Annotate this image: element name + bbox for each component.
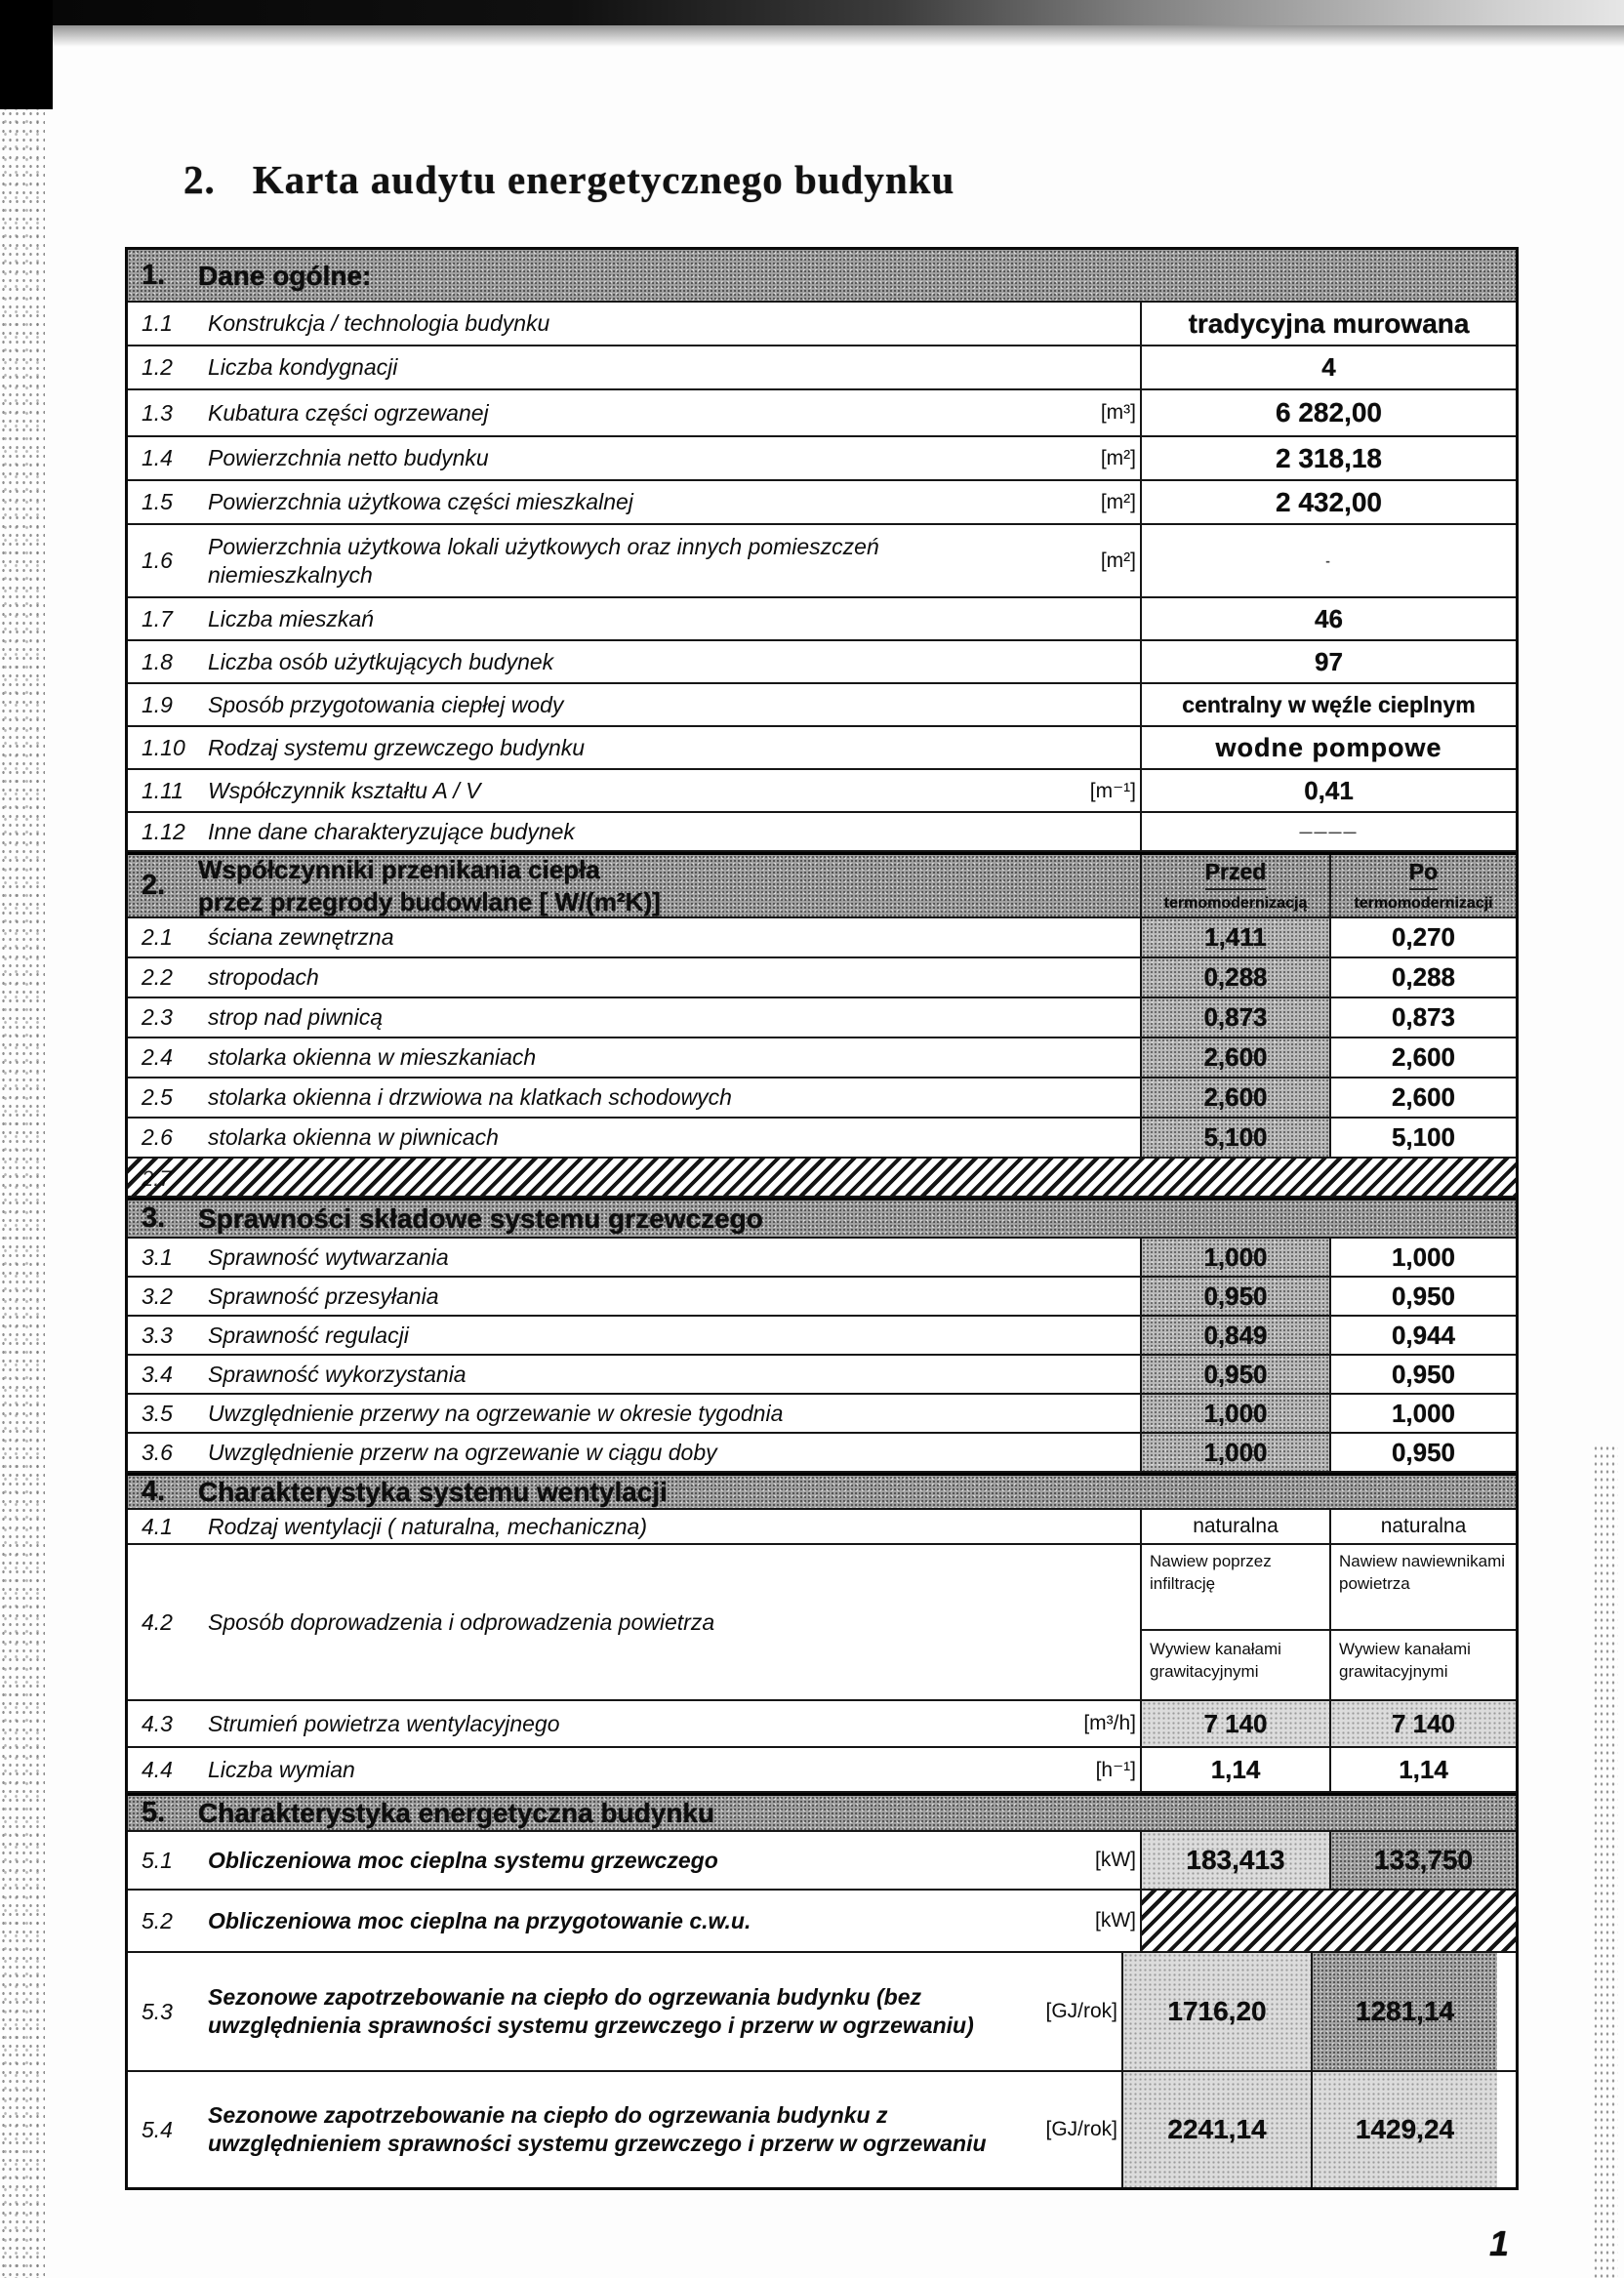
- row-value: tradycyjna murowana: [1188, 307, 1470, 339]
- row-number: 4.2: [142, 1608, 173, 1635]
- table-row: [128, 525, 1516, 598]
- row-label: Powierzchnia użytkowa lokali użytkowych oraz innych pomieszczeń niemieszkalnych: [208, 533, 879, 588]
- row-number: 2.4: [142, 1044, 173, 1070]
- table-row: [128, 303, 1516, 346]
- row-value: 2 318,18: [1276, 442, 1382, 473]
- value-przed: 0,288: [1142, 958, 1329, 997]
- row-number: 5.1: [142, 1847, 173, 1873]
- table-row: [128, 1356, 1516, 1395]
- value-przed: 1,000: [1142, 1395, 1329, 1432]
- value-po: 0,950: [1329, 1434, 1516, 1471]
- value-przed: 5,100: [1142, 1119, 1329, 1157]
- value-przed: 0,950: [1142, 1278, 1329, 1315]
- row-value: ————: [1299, 824, 1359, 839]
- row-number: 1.10: [142, 734, 185, 760]
- value-po: [1329, 1545, 1516, 1699]
- row-number: 1.2: [142, 354, 173, 380]
- row-label: Strumień powietrza wentylacyjnego: [208, 1710, 560, 1736]
- row-unit: [GJ/rok]: [1045, 2000, 1117, 2022]
- row-number: 3.5: [142, 1400, 173, 1426]
- row-number: 2.5: [142, 1084, 173, 1110]
- row-label: Sezonowe zapotrzebowanie na ciepło do ogrzewania budynku (bez uwzględnienia sprawności systemu grzewczego i przerw w ogrzewaniu): [208, 1984, 974, 2038]
- value-hatched: [1140, 1891, 1516, 1951]
- value-po: 5,100: [1329, 1119, 1516, 1157]
- section-number: 1.: [142, 259, 166, 291]
- row-label: Sprawność regulacji: [208, 1322, 409, 1348]
- value-po: 0,270: [1329, 918, 1516, 956]
- value-po: 1,000: [1329, 1239, 1516, 1276]
- value-po: 0,950: [1329, 1356, 1516, 1393]
- row-unit: [h⁻¹]: [1095, 1758, 1136, 1781]
- row-number: 1.8: [142, 648, 173, 674]
- row-label: Sposób przygotowania ciepłej wody: [208, 691, 564, 717]
- value-po: 7 140: [1329, 1701, 1516, 1746]
- row-label: Inne dane charakteryzujące budynek: [208, 818, 575, 844]
- row-unit: [1046, 303, 1140, 345]
- row-number: 2.2: [142, 964, 173, 990]
- row-number: 3.2: [142, 1282, 173, 1309]
- row-number: 1.3: [142, 399, 173, 426]
- row-unit: [m⁻¹]: [1089, 779, 1136, 802]
- value-przed: 2,600: [1142, 1038, 1329, 1077]
- row-unit: [GJ/rok]: [1045, 2118, 1117, 2140]
- value-przed: 2,600: [1142, 1078, 1329, 1117]
- row-unit: [1046, 641, 1140, 682]
- row-label: Sprawność przesyłania: [208, 1282, 439, 1309]
- row-value: 4: [1321, 352, 1336, 382]
- row-value: 97: [1315, 646, 1343, 676]
- value-po: 1429,24: [1311, 2072, 1497, 2187]
- value-przed: 1,000: [1142, 1434, 1329, 1471]
- row-label: Obliczeniowa moc cieplna systemu grzewczego: [208, 1847, 718, 1873]
- table-row-hatched: [128, 1159, 1516, 1198]
- section-2-header: [128, 852, 1516, 918]
- value-po: 133,750: [1329, 1832, 1516, 1889]
- row-label: stolarka okienna w piwnicach: [208, 1124, 499, 1151]
- table-row: [128, 813, 1516, 852]
- row-value: 6 282,00: [1276, 397, 1382, 427]
- row-value: 0,41: [1304, 775, 1354, 805]
- table-row: [128, 684, 1516, 727]
- page-title-text: Karta audytu energetycznego budynku: [252, 157, 955, 202]
- row-unit: [1046, 346, 1140, 388]
- value-po: 1,000: [1329, 1395, 1516, 1432]
- table-row: [128, 1317, 1516, 1356]
- table-row: [128, 998, 1516, 1038]
- section-title: Sprawności składowe systemu grzewczego: [198, 1203, 763, 1234]
- table-row: [128, 1078, 1516, 1119]
- row-label: Konstrukcja / technologia budynku: [208, 310, 550, 337]
- row-label: Rodzaj systemu grzewczego budynku: [208, 734, 586, 760]
- value-przed: [1142, 1545, 1329, 1699]
- row-unit: [kW]: [1095, 1909, 1136, 1932]
- row-number: 1.6: [142, 548, 173, 573]
- value-przed: naturalna: [1193, 1515, 1279, 1537]
- row-number: 2.3: [142, 1004, 173, 1030]
- row-label: Liczba mieszkań: [208, 605, 375, 631]
- section-number: 5.: [142, 1797, 166, 1828]
- col-przed-label: Przed: [1205, 855, 1267, 890]
- row-number: 1.11: [142, 777, 184, 803]
- scan-left-noise: [0, 39, 45, 2278]
- scan-edge-band: [0, 0, 1624, 25]
- value-po: naturalna: [1329, 1510, 1516, 1543]
- table-row: [128, 1748, 1516, 1793]
- row-unit: [m³]: [1100, 401, 1136, 424]
- value-przed-exhaust: Wywiew kanałami grawitacyjnymi: [1150, 1640, 1281, 1681]
- col-po-sublabel: termomodernizacji: [1354, 894, 1493, 912]
- table-row: [128, 1395, 1516, 1434]
- row-label: Rodzaj wentylacji ( naturalna, mechaniczna): [208, 1513, 647, 1539]
- row-label: stolarka okienna i drzwiowa na klatkach schodowych: [208, 1084, 732, 1111]
- table-row: [128, 1953, 1516, 2072]
- table-row: [128, 958, 1516, 998]
- row-number: 2.7: [142, 1166, 172, 1191]
- row-label: Powierzchnia netto budynku: [208, 445, 489, 471]
- row-label: strop nad piwnicą: [208, 1004, 383, 1031]
- value-przed: 1716,20: [1123, 1953, 1311, 2070]
- value-przed: 0,950: [1142, 1356, 1329, 1393]
- row-unit: [kW]: [1095, 1849, 1136, 1871]
- row-number: 5.2: [142, 1907, 173, 1933]
- table-row: [128, 390, 1516, 437]
- table-row: [128, 598, 1516, 641]
- scan-edge-fade: [0, 25, 1624, 47]
- energy-audit-table: [125, 247, 1519, 2190]
- row-number: 3.4: [142, 1361, 173, 1387]
- section-number: 3.: [142, 1202, 166, 1234]
- row-value: 2 432,00: [1276, 486, 1382, 517]
- value-przed: 1,411: [1142, 918, 1329, 956]
- section-title-line1: Współczynniki przenikania ciepła: [198, 855, 600, 884]
- row-label: Sprawność wykorzystania: [208, 1361, 467, 1387]
- table-row: [128, 2072, 1516, 2187]
- table-row: [128, 1891, 1516, 1953]
- table-row: [128, 1434, 1516, 1473]
- row-number: 1.5: [142, 489, 173, 514]
- row-number: 1.1: [142, 310, 173, 336]
- row-unit: [m²]: [1100, 549, 1136, 572]
- value-po-supply: Nawiew nawiewnikami powietrza: [1331, 1545, 1516, 1631]
- row-label: stropodach: [208, 964, 319, 991]
- value-po-exhaust: Wywiew kanałami grawitacyjnymi: [1339, 1640, 1471, 1681]
- section-number: 2.: [142, 870, 166, 901]
- value-przed: 1,14: [1210, 1754, 1261, 1784]
- row-label: ściana zewnętrzna: [208, 924, 394, 951]
- row-number: 3.1: [142, 1243, 173, 1270]
- value-po: 0,944: [1329, 1317, 1516, 1354]
- table-row: [128, 437, 1516, 481]
- row-label: stolarka okienna w mieszkaniach: [208, 1044, 537, 1071]
- value-przed: 0,849: [1142, 1317, 1329, 1354]
- row-label: Sprawność wytwarzania: [208, 1243, 449, 1270]
- row-label: Powierzchnia użytkowa części mieszkalnej: [208, 489, 633, 515]
- table-row: [128, 1545, 1516, 1701]
- value-po: 2,600: [1329, 1038, 1516, 1077]
- row-number: 3.6: [142, 1439, 173, 1465]
- row-number: 4.3: [142, 1710, 173, 1736]
- row-label: Uwzględnienie przerw na ogrzewanie w ciągu doby: [208, 1439, 717, 1465]
- row-number: 1.4: [142, 445, 173, 470]
- section-title: Charakterystyka energetyczna budynku: [198, 1798, 715, 1828]
- section-3-header: [128, 1198, 1516, 1239]
- row-number: 4.1: [142, 1513, 173, 1539]
- table-row: [128, 770, 1516, 813]
- value-po: 1,14: [1329, 1748, 1516, 1791]
- row-number: 2.1: [142, 924, 173, 950]
- table-row: [128, 346, 1516, 390]
- page-number: 1: [1489, 2223, 1510, 2263]
- value-przed: 1,000: [1142, 1239, 1329, 1276]
- section-title: Charakterystyka systemu wentylacji: [198, 1477, 668, 1507]
- value-przed: 7 140: [1142, 1701, 1329, 1746]
- row-value: 46: [1315, 603, 1343, 633]
- row-label: Liczba osób użytkujących budynek: [208, 648, 554, 674]
- row-label: Obliczeniowa moc cieplna na przygotowanie c.w.u.: [208, 1907, 751, 1933]
- row-unit: [1046, 598, 1140, 639]
- page-title-number: 2.: [183, 157, 216, 202]
- row-value: centralny w węźle cieplnym: [1182, 691, 1476, 717]
- table-row: [128, 1119, 1516, 1159]
- table-row: [128, 1278, 1516, 1317]
- table-row: [128, 1510, 1516, 1545]
- table-row: [128, 481, 1516, 525]
- value-po: 1281,14: [1311, 1953, 1497, 2070]
- row-number: 5.4: [142, 2116, 173, 2142]
- value-po: 0,873: [1329, 998, 1516, 1037]
- section-4-header: [128, 1473, 1516, 1510]
- col-po-label: Po: [1409, 855, 1438, 890]
- section-1-header: [128, 250, 1516, 303]
- row-unit: [1046, 813, 1140, 850]
- row-label: Liczba kondygnacji: [208, 354, 398, 381]
- row-unit: [m²]: [1100, 446, 1136, 469]
- section-5-header: [128, 1793, 1516, 1832]
- row-number: 4.4: [142, 1756, 173, 1782]
- row-unit: [m³/h]: [1083, 1712, 1136, 1734]
- value-przed: 2241,14: [1123, 2072, 1311, 2187]
- scan-right-noise: [1593, 1444, 1618, 2278]
- page-title: [183, 156, 954, 203]
- row-number: 1.7: [142, 605, 173, 631]
- value-po: 0,288: [1329, 958, 1516, 997]
- row-unit: [1046, 727, 1140, 768]
- row-label: Kubatura części ogrzewanej: [208, 399, 489, 426]
- table-row: [128, 1832, 1516, 1891]
- row-number: 2.6: [142, 1124, 173, 1150]
- row-label: Sposób doprowadzenia i odprowadzenia powietrza: [208, 1608, 715, 1635]
- row-number: 1.12: [142, 818, 185, 844]
- table-row: [128, 641, 1516, 684]
- value-przed: 183,413: [1142, 1832, 1329, 1889]
- row-unit: [m²]: [1100, 490, 1136, 513]
- section-title: Dane ogólne:: [198, 260, 372, 291]
- table-row: [128, 727, 1516, 770]
- table-row: [128, 918, 1516, 958]
- section-number: 4.: [142, 1476, 166, 1507]
- table-row: [128, 1701, 1516, 1748]
- section-title-line2: przez przegrody budowlane [ W/(m²K)]: [198, 886, 661, 916]
- row-value: wodne pompowe: [1215, 732, 1442, 762]
- value-przed-supply: Nawiew poprzez infiltrację: [1142, 1545, 1329, 1631]
- value-po: 0,950: [1329, 1278, 1516, 1315]
- row-unit: [1046, 684, 1140, 725]
- col-przed-sublabel: termomodernizacją: [1163, 894, 1308, 912]
- table-row: [128, 1038, 1516, 1078]
- row-value: -: [1325, 553, 1332, 568]
- value-po: 2,600: [1329, 1078, 1516, 1117]
- row-label: Sezonowe zapotrzebowanie na ciepło do ogrzewania budynku z uwzględnieniem sprawności systemu grzewczego i przerw w ogrzewaniu: [208, 2102, 987, 2156]
- column-headers: [1140, 855, 1516, 916]
- row-number: 5.3: [142, 1998, 173, 2024]
- row-label: Współczynnik kształtu A / V: [208, 777, 481, 803]
- row-number: 1.9: [142, 691, 173, 717]
- table-row: [128, 1239, 1516, 1278]
- value-przed: 0,873: [1142, 998, 1329, 1037]
- row-label: Uwzględnienie przerwy na ogrzewanie w okresie tygodnia: [208, 1400, 784, 1426]
- row-label: Liczba wymian: [208, 1756, 355, 1782]
- row-number: 3.3: [142, 1322, 173, 1348]
